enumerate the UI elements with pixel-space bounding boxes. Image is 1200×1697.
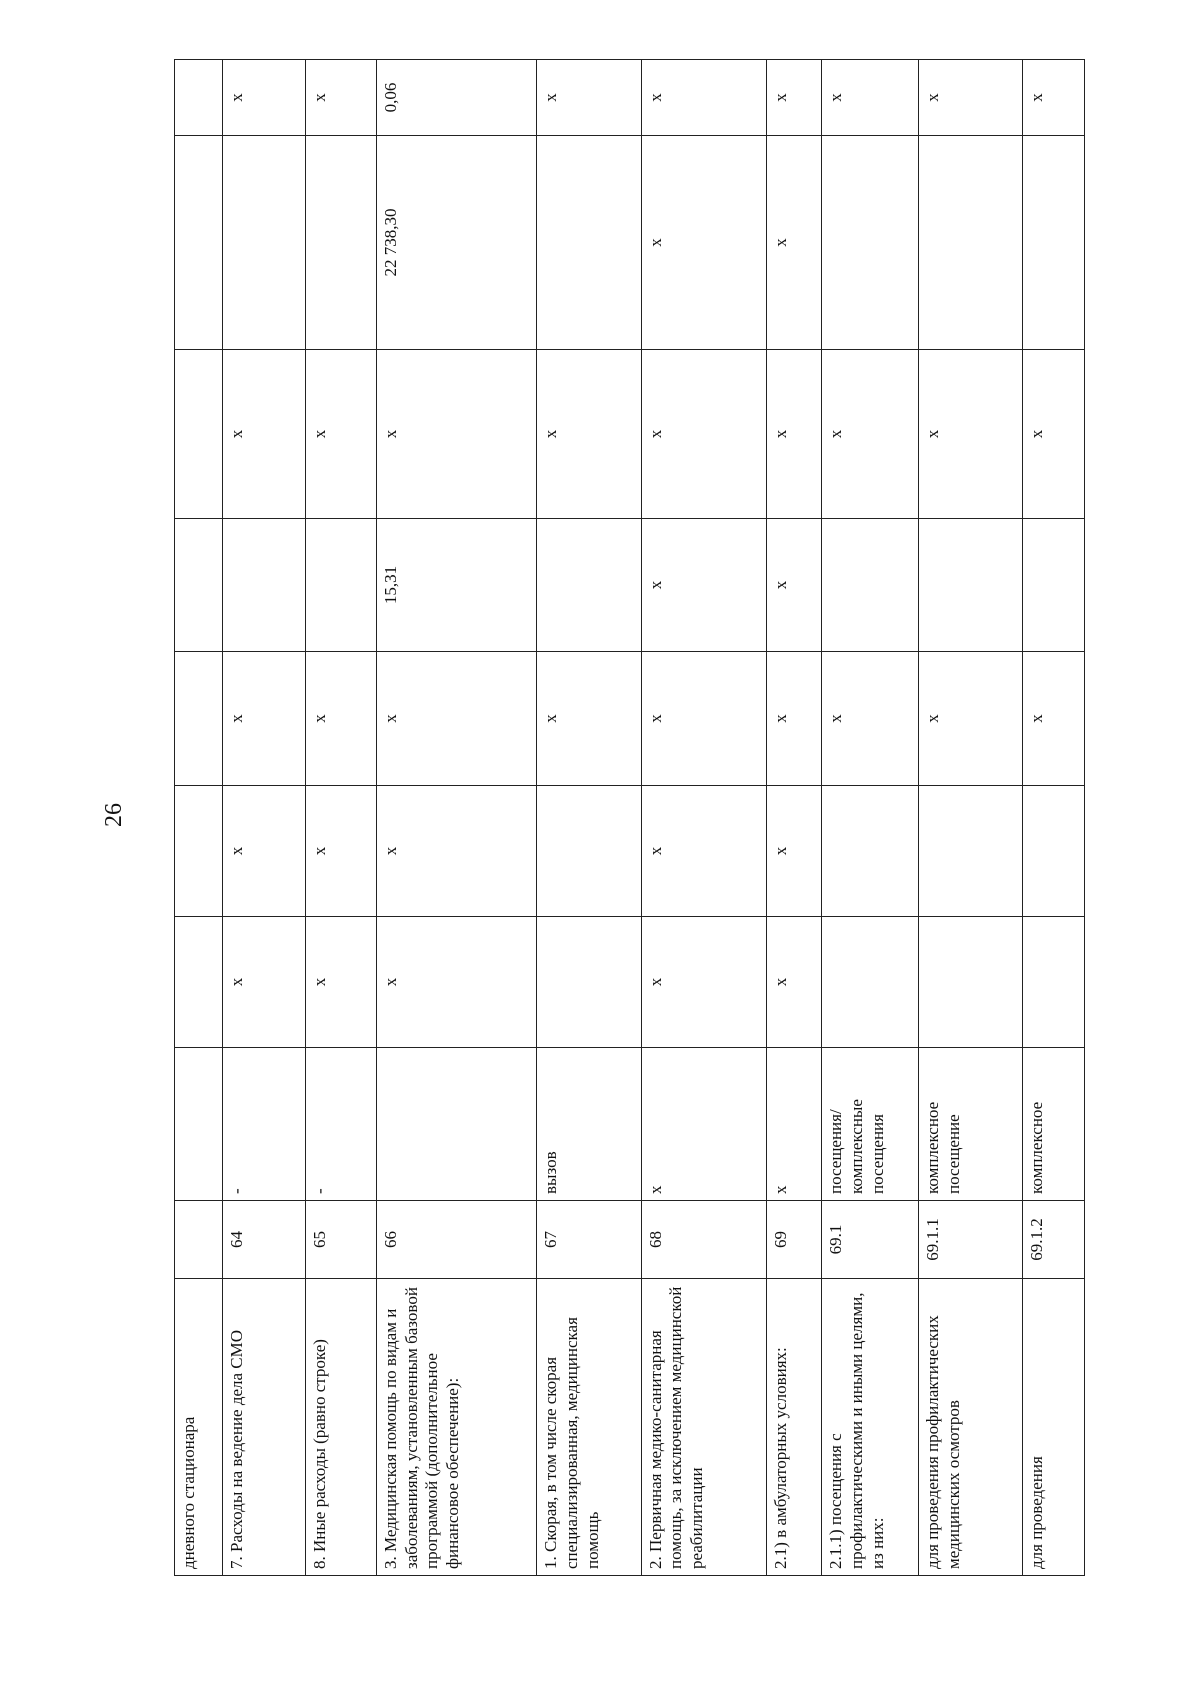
col6-cell: x xyxy=(767,652,822,786)
col5-cell xyxy=(822,786,918,917)
unit-cell: вызов xyxy=(537,1048,641,1201)
col5-cell xyxy=(918,786,1022,917)
table-row xyxy=(376,60,536,1576)
unit-cell xyxy=(376,1048,536,1201)
col7-cell xyxy=(223,519,306,652)
col8-cell: x xyxy=(822,350,918,519)
col4-cell xyxy=(537,917,641,1048)
col10-cell: 0,06 xyxy=(376,60,536,136)
col9-cell xyxy=(223,136,306,350)
col6-cell xyxy=(175,652,223,786)
code-cell: 64 xyxy=(223,1201,306,1279)
unit-cell: x xyxy=(767,1048,822,1201)
col4-cell: x xyxy=(306,917,377,1048)
name-cell: для проведения профилактических медицинских осмотров xyxy=(918,1279,1022,1576)
col9-cell xyxy=(918,136,1022,350)
col5-cell xyxy=(537,786,641,917)
unit-cell: комплексное xyxy=(1023,1048,1085,1201)
name-cell: 7. Расходы на ведение дела СМО xyxy=(223,1279,306,1576)
col7-cell xyxy=(306,519,377,652)
table-row xyxy=(223,60,306,1576)
col4-cell: x xyxy=(767,917,822,1048)
col9-cell: x xyxy=(641,136,767,350)
code-cell: 69.1.1 xyxy=(918,1201,1022,1279)
table-row xyxy=(537,60,641,1576)
unit-cell xyxy=(175,1048,223,1201)
code-cell: 69.1.2 xyxy=(1023,1201,1085,1279)
table-row xyxy=(918,60,1022,1576)
col4-cell: x xyxy=(641,917,767,1048)
col7-cell xyxy=(822,519,918,652)
col4-cell xyxy=(822,917,918,1048)
table-row xyxy=(822,60,918,1576)
unit-cell: - xyxy=(223,1048,306,1201)
code-cell: 69.1 xyxy=(822,1201,918,1279)
name-cell: 3. Медицинская помощь по видам и заболеваниям, установленным базовой программой (дополнительное финансовое обеспечение): xyxy=(376,1279,536,1576)
name-cell: для проведения xyxy=(1023,1279,1085,1576)
name-cell: 2.1) в амбулаторных условиях: xyxy=(767,1279,822,1576)
col9-cell xyxy=(1023,136,1085,350)
col10-cell: x xyxy=(822,60,918,136)
data-table xyxy=(174,59,1085,1576)
col6-cell: x xyxy=(306,652,377,786)
unit-cell: комплексное посещение xyxy=(918,1048,1022,1201)
col10-cell: x xyxy=(1023,60,1085,136)
col7-cell xyxy=(918,519,1022,652)
col6-cell: x xyxy=(376,652,536,786)
col4-cell: x xyxy=(376,917,536,1048)
col5-cell: x xyxy=(223,786,306,917)
col9-cell xyxy=(306,136,377,350)
col8-cell: x xyxy=(306,350,377,519)
col8-cell: x xyxy=(376,350,536,519)
col8-cell: x xyxy=(537,350,641,519)
col5-cell: x xyxy=(306,786,377,917)
col8-cell xyxy=(175,350,223,519)
code-cell xyxy=(175,1201,223,1279)
unit-cell: - xyxy=(306,1048,377,1201)
name-cell: дневного стационара xyxy=(175,1279,223,1576)
unit-cell: x xyxy=(641,1048,767,1201)
col9-cell xyxy=(175,136,223,350)
table-row xyxy=(306,60,377,1576)
col4-cell xyxy=(1023,917,1085,1048)
col9-cell xyxy=(537,136,641,350)
col4-cell xyxy=(918,917,1022,1048)
col10-cell: x xyxy=(306,60,377,136)
col8-cell: x xyxy=(223,350,306,519)
code-cell: 67 xyxy=(537,1201,641,1279)
col8-cell: x xyxy=(767,350,822,519)
code-cell: 68 xyxy=(641,1201,767,1279)
col10-cell xyxy=(175,60,223,136)
col4-cell xyxy=(175,917,223,1048)
col7-cell: 15,31 xyxy=(376,519,536,652)
table-row xyxy=(175,60,223,1576)
col7-cell xyxy=(175,519,223,652)
col8-cell: x xyxy=(641,350,767,519)
col5-cell xyxy=(175,786,223,917)
col9-cell: x xyxy=(767,136,822,350)
col9-cell: 22 738,30 xyxy=(376,136,536,350)
page-number: 26 xyxy=(101,803,127,827)
col9-cell xyxy=(822,136,918,350)
table-row xyxy=(641,60,767,1576)
unit-cell: посещения/комплексные посещения xyxy=(822,1048,918,1201)
col6-cell: x xyxy=(537,652,641,786)
col8-cell: x xyxy=(918,350,1022,519)
col6-cell: x xyxy=(1023,652,1085,786)
col7-cell: x xyxy=(641,519,767,652)
col6-cell: x xyxy=(822,652,918,786)
name-cell: 8. Иные расходы (равно строке) xyxy=(306,1279,377,1576)
name-cell: 1. Скорая, в том числе скорая специализированная, медицинская помощь xyxy=(537,1279,641,1576)
table-row xyxy=(1023,60,1085,1576)
col5-cell: x xyxy=(641,786,767,917)
table-body xyxy=(175,60,1085,1576)
name-cell: 2.1.1) посещения с профилактическими и иными целями, из них: xyxy=(822,1279,918,1576)
name-cell: 2. Первичная медико-санитарная помощь, за исключением медицинской реабилитации xyxy=(641,1279,767,1576)
col6-cell: x xyxy=(641,652,767,786)
col7-cell xyxy=(537,519,641,652)
col10-cell: x xyxy=(641,60,767,136)
col6-cell: x xyxy=(918,652,1022,786)
col7-cell xyxy=(1023,519,1085,652)
code-cell: 69 xyxy=(767,1201,822,1279)
col4-cell: x xyxy=(223,917,306,1048)
col7-cell: x xyxy=(767,519,822,652)
rotated-table-wrapper xyxy=(174,60,1085,1576)
col8-cell: x xyxy=(1023,350,1085,519)
col5-cell: x xyxy=(767,786,822,917)
col10-cell: x xyxy=(223,60,306,136)
col10-cell: x xyxy=(537,60,641,136)
code-cell: 66 xyxy=(376,1201,536,1279)
col6-cell: x xyxy=(223,652,306,786)
table-row xyxy=(767,60,822,1576)
code-cell: 65 xyxy=(306,1201,377,1279)
col10-cell: x xyxy=(918,60,1022,136)
col5-cell: x xyxy=(376,786,536,917)
col5-cell xyxy=(1023,786,1085,917)
col10-cell: x xyxy=(767,60,822,136)
